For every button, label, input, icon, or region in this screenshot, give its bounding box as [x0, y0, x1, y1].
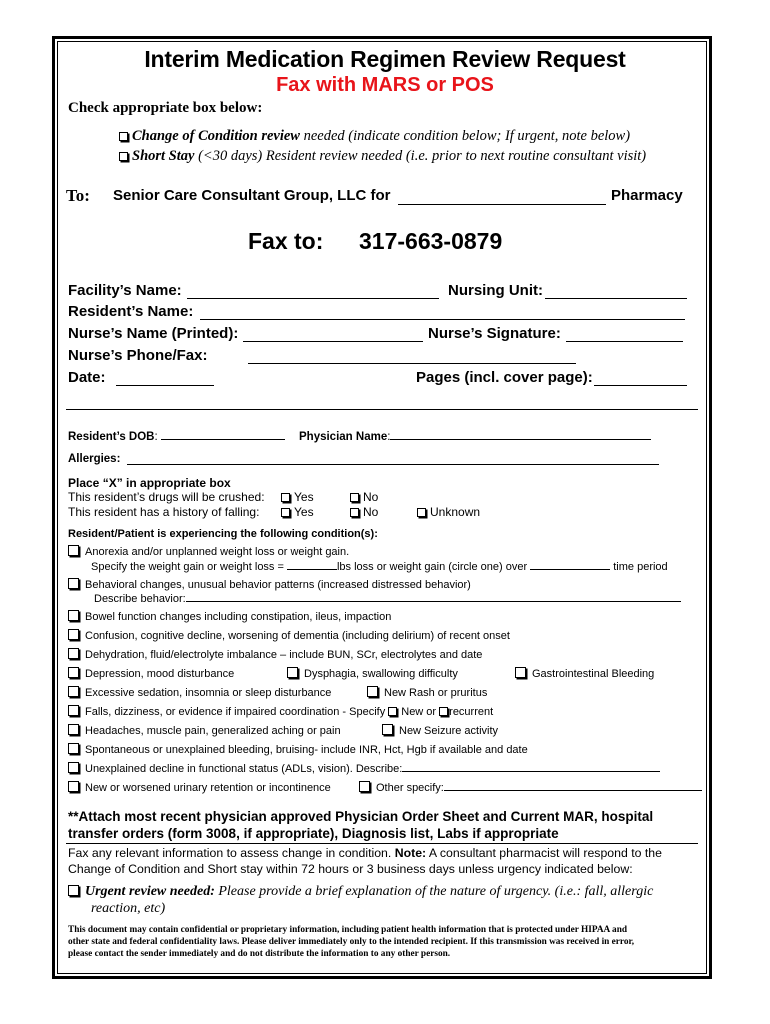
dob-label: Resident’s DOB: [68, 431, 155, 443]
nursing-unit-field[interactable]: [545, 284, 687, 299]
describe-behavior-row: [94, 592, 681, 605]
option-label: No: [363, 490, 379, 504]
form-subtitle: Fax with MARS or POS: [276, 74, 494, 96]
checkbox[interactable]: [68, 743, 79, 754]
allergies-label: Allergies:: [68, 453, 121, 465]
fax-note-text: A consultant pharmacist will respond to the: [426, 846, 662, 860]
checkbox[interactable]: [417, 508, 426, 517]
attach-note-line1: **Attach most recent physician approved Physician Order Sheet and Current MAR, hospital: [68, 809, 654, 824]
specify-weight-text: time period: [610, 561, 668, 573]
condition-label: Confusion, cognitive decline, worsening of dementia (including delirium) of recent onset: [85, 630, 510, 642]
condition-bleeding[interactable]: [68, 743, 528, 756]
urgent-description-line2: reaction, etc): [91, 901, 166, 916]
falling-unknown[interactable]: [417, 505, 480, 519]
pages-label: Pages (incl. cover page):: [416, 369, 593, 386]
urgent-label: Urgent review needed:: [85, 884, 215, 899]
decline-describe-field[interactable]: [402, 762, 660, 772]
crushed-no[interactable]: [350, 490, 378, 504]
condition-label: Other specify:: [376, 782, 444, 794]
other-specify-field[interactable]: [444, 781, 702, 791]
condition-label: Depression, mood disturbance: [85, 668, 235, 680]
checkbox[interactable]: [119, 152, 128, 161]
to-org: Senior Care Consultant Group, LLC for: [113, 187, 391, 204]
condition-label: Anorexia and/or unplanned weight loss or weight gain.: [85, 546, 350, 558]
to-pharmacy-suffix: Pharmacy: [611, 187, 683, 204]
condition-depression[interactable]: [68, 667, 234, 680]
checkbox[interactable]: [382, 724, 393, 735]
condition-label: Dehydration, fluid/electrolyte imbalance – include BUN, SCr, electrolytes and date: [85, 649, 483, 661]
fax-note-line2: Change of Condition and Short stay within 72 hours or 3 business days unless urgency indicated below:: [68, 862, 633, 876]
option-label: Yes: [294, 490, 314, 504]
option-label: Unknown: [430, 505, 481, 519]
option-label: recurrent: [449, 706, 494, 718]
form-title: Interim Medication Regimen Review Request: [144, 46, 626, 72]
review-type-short-stay[interactable]: [119, 148, 646, 165]
falling-label: This resident has a history of falling:: [68, 505, 260, 519]
checkbox[interactable]: [68, 610, 79, 621]
resident-name-field[interactable]: [200, 305, 685, 320]
condition-label: Spontaneous or unexplained bleeding, bruising- include INR, Hct, Hgb if available and date: [85, 744, 528, 756]
checkbox[interactable]: [281, 493, 290, 502]
checkbox[interactable]: [68, 762, 79, 773]
review-type-description: (<30 days) Resident review needed (i.e. prior to next routine consultant visit): [194, 148, 647, 164]
review-type-label: Short Stay: [132, 148, 195, 164]
checkbox[interactable]: [68, 629, 79, 640]
condition-label: Headaches, muscle pain, generalized aching or pain: [85, 725, 341, 737]
checkbox[interactable]: [367, 686, 378, 697]
nursing-unit-label: Nursing Unit:: [448, 282, 543, 299]
dob-row: [68, 429, 285, 443]
pages-field[interactable]: [594, 371, 687, 386]
facility-name-field[interactable]: [187, 284, 439, 299]
check-prompt: Check appropriate box below:: [68, 100, 263, 116]
physician-label: Physician Name: [299, 431, 388, 443]
condition-other[interactable]: [359, 781, 702, 794]
confidentiality-line3: please contact the sender immediately and do not distribute the information to any other person.: [68, 949, 451, 959]
condition-urinary[interactable]: [68, 781, 331, 794]
date-label: Date:: [68, 369, 106, 386]
allergies-field[interactable]: [127, 453, 659, 465]
physician-colon: :: [387, 431, 391, 443]
condition-anorexia[interactable]: [68, 545, 349, 558]
condition-label: Behavioral changes, unusual behavior patterns (increased distressed behavior): [85, 579, 471, 591]
fax-number: 317-663-0879: [359, 228, 503, 254]
nurse-signature-field[interactable]: [566, 327, 683, 342]
attach-note-line2: transfer orders (form 3008, if appropriate), Diagnosis list, Labs if appropriate: [68, 826, 559, 841]
checkbox[interactable]: [68, 667, 79, 678]
condition-label: Unexplained decline in functional status (ADLs, vision). Describe:: [85, 763, 403, 775]
fax-label: Fax to:: [248, 228, 324, 254]
urgent-description: Please provide a brief explanation of the nature of urgency. (i.e.: fall, allergic: [214, 884, 654, 899]
condition-gi-bleeding[interactable]: [515, 667, 654, 680]
condition-decline[interactable]: [68, 762, 660, 775]
place-x-heading: Place “X” in appropriate box: [68, 476, 231, 490]
falling-no[interactable]: [350, 505, 378, 519]
nurse-phone-label: Nurse’s Phone/Fax:: [68, 347, 208, 364]
fax-note-text: Fax any relevant information to assess change in condition.: [68, 846, 395, 860]
section-divider: [66, 409, 698, 410]
nurse-name-field[interactable]: [243, 327, 423, 342]
condition-falls[interactable]: [68, 705, 493, 718]
condition-label: Excessive sedation, insomnia or sleep disturbance: [85, 687, 332, 699]
option-label: Yes: [294, 505, 314, 519]
dob-colon: :: [154, 431, 161, 443]
checkbox-new[interactable]: [388, 707, 397, 716]
condition-label: New or worsened urinary retention or incontinence: [85, 782, 331, 794]
checkbox[interactable]: [68, 781, 79, 792]
nurse-name-label: Nurse’s Name (Printed):: [68, 325, 239, 342]
falling-yes[interactable]: [281, 505, 314, 519]
review-type-description: needed (indicate condition below; If urgent, note below): [299, 128, 631, 144]
checkbox[interactable]: [68, 724, 79, 735]
review-type-change-of-condition[interactable]: [119, 128, 630, 145]
checkbox[interactable]: [68, 686, 79, 697]
specify-weight-row: [91, 560, 668, 573]
fax-note-emphasis: Note:: [394, 846, 427, 860]
checkbox[interactable]: [350, 508, 359, 517]
attach-divider: [66, 843, 698, 844]
checkbox[interactable]: [119, 132, 128, 141]
pharmacy-name-field[interactable]: [398, 190, 606, 205]
option-label: New or: [401, 706, 440, 718]
physician-field[interactable]: [390, 429, 651, 440]
checkbox[interactable]: [68, 545, 79, 556]
condition-label: Dysphagia, swallowing difficulty: [304, 668, 458, 680]
nurse-phone-field[interactable]: [248, 349, 576, 364]
checkbox-recurrent[interactable]: [439, 707, 448, 716]
checkbox[interactable]: [281, 508, 290, 517]
confidentiality-line2: other state and federal confidentiality laws. Please deliver immediately only to the intended recipient. If this transmission was received in error,: [68, 937, 635, 947]
checkbox[interactable]: [350, 493, 359, 502]
specify-weight-text: Specify the weight gain or weight loss =: [91, 561, 287, 573]
option-label: No: [363, 505, 379, 519]
condition-confusion[interactable]: [68, 629, 510, 642]
specify-weight-text: lbs loss or weight gain (circle one) over: [336, 561, 531, 573]
weight-amount-field[interactable]: [287, 560, 337, 570]
date-field[interactable]: [116, 371, 214, 386]
urgent-review[interactable]: [68, 884, 653, 900]
checkbox[interactable]: [68, 885, 79, 896]
condition-label: New Rash or pruritus: [384, 687, 488, 699]
review-type-label: Change of Condition review: [132, 128, 300, 144]
fax-note-line1: [68, 846, 662, 860]
condition-label: Gastrointestinal Bleeding: [532, 668, 655, 680]
condition-seizure[interactable]: [382, 724, 498, 737]
describe-behavior-field[interactable]: [186, 592, 681, 602]
dob-field[interactable]: [161, 429, 285, 440]
condition-headaches[interactable]: [68, 724, 341, 737]
checkbox[interactable]: [68, 578, 79, 589]
crushed-label: This resident’s drugs will be crushed:: [68, 490, 265, 504]
condition-behavioral[interactable]: [68, 578, 471, 591]
to-label: To:: [66, 186, 90, 205]
condition-label: New Seizure activity: [399, 725, 499, 737]
conditions-heading: Resident/Patient is experiencing the following condition(s):: [68, 528, 378, 540]
confidentiality-line1: This document may contain confidential or proprietary information, including patient health information that is protected under HIPAA and: [68, 925, 628, 935]
checkbox[interactable]: [287, 667, 298, 678]
checkbox[interactable]: [515, 667, 526, 678]
crushed-yes[interactable]: [281, 490, 314, 504]
condition-dysphagia[interactable]: [287, 667, 458, 680]
condition-label: Bowel function changes including constipation, ileus, impaction: [85, 611, 392, 623]
time-period-field[interactable]: [530, 560, 610, 570]
checkbox[interactable]: [68, 648, 79, 659]
condition-rash[interactable]: [367, 686, 487, 699]
condition-dehydration[interactable]: [68, 648, 482, 661]
checkbox[interactable]: [68, 705, 79, 716]
physician-row: [299, 429, 651, 443]
condition-sedation[interactable]: [68, 686, 331, 699]
condition-label: Falls, dizziness, or evidence if impaired coordination - Specify: [85, 706, 389, 718]
checkbox[interactable]: [359, 781, 370, 792]
condition-bowel[interactable]: [68, 610, 391, 623]
resident-name-label: Resident’s Name:: [68, 303, 194, 320]
facility-name-label: Facility’s Name:: [68, 282, 182, 299]
describe-behavior-label: Describe behavior:: [94, 593, 186, 605]
nurse-signature-label: Nurse’s Signature:: [428, 325, 561, 342]
